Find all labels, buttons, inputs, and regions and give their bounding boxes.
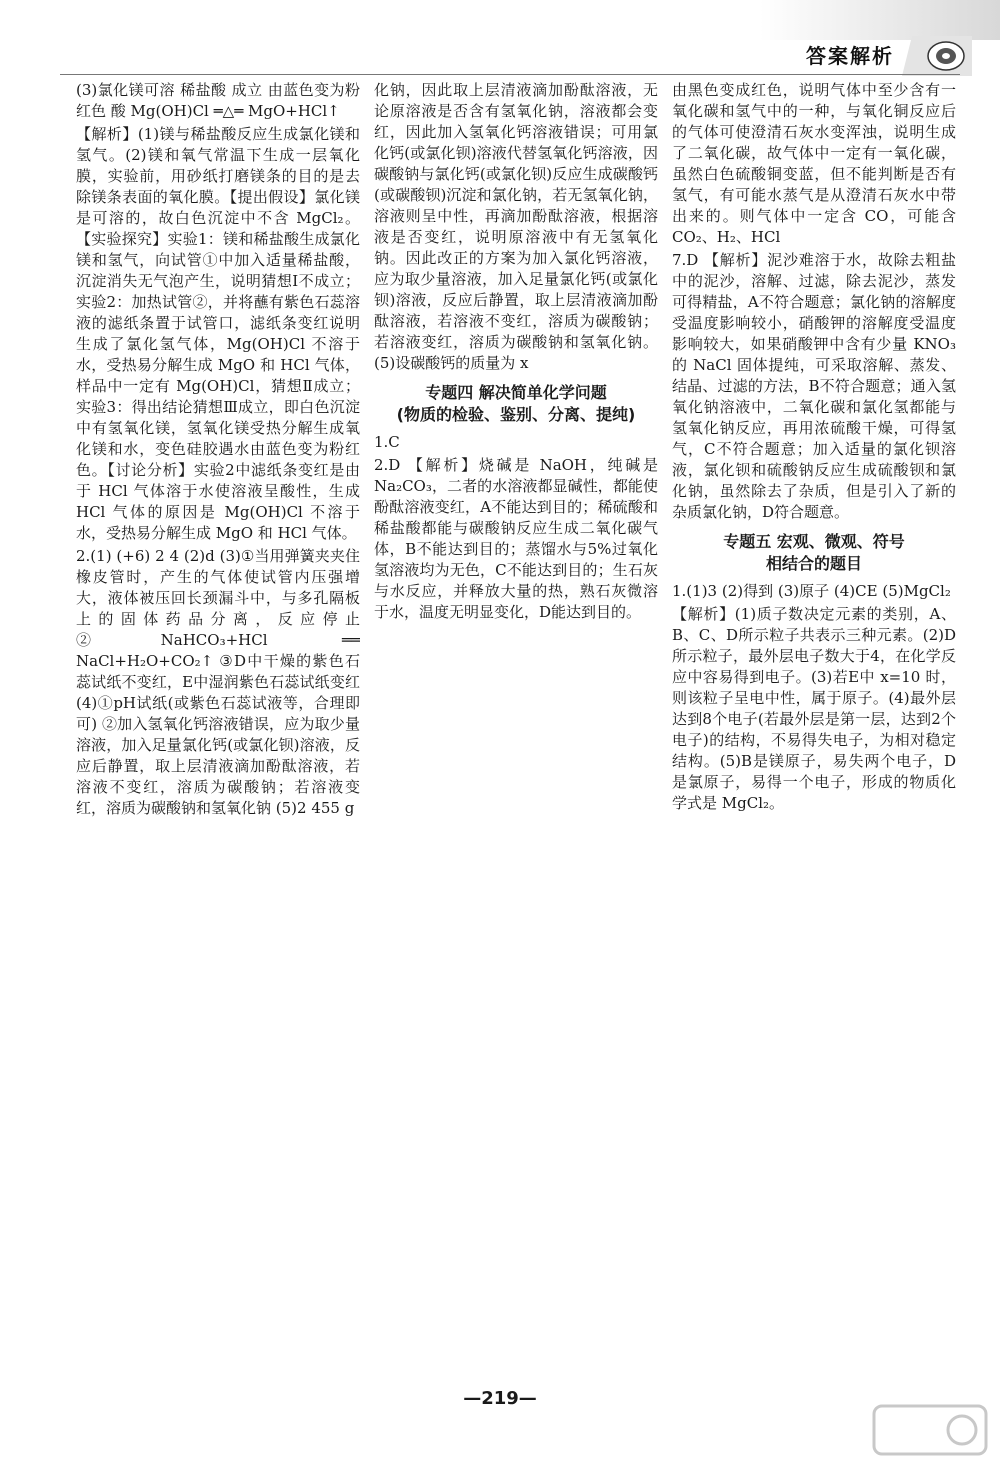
page-number: —219— bbox=[463, 1388, 537, 1409]
answer-block: 2.D 【解析】烧碱是 NaOH，纯碱是 Na₂CO₃，二者的水溶液都显碱性，都能使酚酞溶液变红，A不能达到目的；稀硫酸和稀盐酸都能与碳酸钠反应生成二氧化碳气体，B不能达到目的；蒸馏水与5%过氧化氢溶液均为无色，C不能达到目的；生石灰与水反应，并释放大量的热，熟石灰微溶于水，温度无明显变化，D能达到目的。 bbox=[374, 456, 658, 621]
section-heading-line: 专题四 解决简单化学问题 bbox=[425, 383, 607, 402]
column-left bbox=[76, 80, 360, 1380]
page-header bbox=[0, 0, 1000, 74]
emblem-icon bbox=[902, 36, 972, 82]
header-title: 答案解析 bbox=[806, 44, 894, 68]
answer-block: 由黑色变成红色，说明气体中至少含有一氧化碳和氢气中的一种，与氧化铜反应后的气体可使澄清石灰水变浑浊，说明生成了二氧化碳，故气体中一定有一氧化碳，虽然白色硫酸铜变蓝，但不能判断是否有氢气，有可能水蒸气是从澄清石灰水中带出来的。则气体中一定含 CO，可能含 CO₂、H₂、HCl bbox=[672, 81, 956, 246]
section-heading-line: 相结合的题目 bbox=[765, 554, 862, 573]
header-rule bbox=[60, 74, 960, 75]
section-heading bbox=[374, 382, 658, 426]
column-right bbox=[672, 80, 956, 1380]
section-heading-line: 专题五 宏观、微观、符号 bbox=[723, 532, 905, 551]
answer-block: 1.C bbox=[374, 433, 400, 451]
answer-block: 7.D 【解析】泥沙难溶于水，故除去粗盐中的泥沙，溶解、过滤，除去泥沙，蒸发可得精盐，A不符合题意；氯化钠的溶解度受温度影响较小，硝酸钾的溶解度受温度影响较大，如果硝酸钾中含有少量 KNO₃ 的 NaCl 固体提纯，可采取溶解、蒸发、结晶、过滤的方法，B不符合题意；通入氢氧化钠溶液中，二氧化碳和氯化氢都能与氢氧化钠反应，再用浓硫酸干燥，可得氢气，C不符合题意；加入适量的氯化钡溶液，氯化钡和硫酸钠反应生成硫酸钡和氯化钠，虽然除去了杂质，但是引入了新的杂质氯化钠，D符合题意。 bbox=[672, 251, 956, 521]
column-middle bbox=[374, 80, 658, 1380]
answer-block: (3)氯化镁可溶 稀盐酸 成立 由蓝色变为粉红色 酸 Mg(OH)Cl ═△═ MgO+HCl↑ bbox=[76, 81, 360, 120]
section-heading-line: (物质的检验、鉴别、分离、提纯) bbox=[396, 405, 636, 424]
site-stamp-icon bbox=[870, 1400, 990, 1460]
answer-block: 【解析】(1)镁与稀盐酸反应生成氯化镁和氢气。(2)镁和氧气常温下生成一层氧化膜，实验前，用砂纸打磨镁条的目的是去除镁条表面的氧化膜。【提出假设】氯化镁是可溶的，故白色沉淀中不含 MgCl₂。【实验探究】实验1：镁和稀盐酸生成氯化镁和氢气，向试管①中加入适量稀盐酸，沉淀消失无气泡产生，说明猜想Ⅰ不成立；实验2：加热试管②，并将蘸有紫色石蕊溶液的滤纸条置于试管口，滤纸条变红说明生成了氯化氢气体，Mg(OH)Cl 不溶于水，受热易分解生成 MgO 和 HCl 气体，样品中一定有 Mg(OH)Cl，猜想Ⅱ成立；实验3：得出结论猜想Ⅲ成立，即白色沉淀中有氢氧化镁，氢氧化镁受热分解生成氧化镁和水，变色硅胶遇水由蓝色变为粉红色。【讨论分析】实验2中滤纸条变红是由于 HCl 气体溶于水使溶液呈酸性，生成 HCl 气体的原因是 Mg(OH)Cl 不溶于水，受热易分解生成 MgO 和 HCl 气体。 bbox=[76, 125, 360, 542]
answer-block: 化钠，因此取上层清液滴加酚酞溶液，无论原溶液是否含有氢氧化钠，溶液都会变红，因此加入氢氧化钙溶液错误；可用氯化钙(或氯化钡)溶液代替氢氧化钙溶液，因碳酸钠与氯化钙(或氯化钡)反应生成碳酸钙(或碳酸钡)沉淀和氯化钠，若无氢氧化钠，溶液则呈中性，再滴加酚酞溶液，根据溶液是否变红，说明原溶液中有无氢氧化钠。因此改正的方案为加入氯化钙溶液，应为取少量溶液，加入足量氯化钙(或氯化钡)溶液，反应后静置，取上层清液滴加酚酞溶液，若溶液不变红，溶质为碳酸钠；若溶液变红，溶质为碳酸钠和氢氧化钠。(5)设碳酸钙的质量为 x bbox=[374, 81, 658, 372]
answer-block: 【解析】(1)质子数决定元素的类别，A、B、C、D所示粒子共表示三种元素。(2)D所示粒子，最外层电子数大于4，在化学反应中容易得到电子。(3)若E中 x=10 时，则该粒子呈电中性，属于原子。(4)最外层达到8个电子(若最外层是第一层，达到2个电子)的结构，不易得失电子，为相对稳定结构。(5)B是镁原子，易失两个电子，D是氯原子，易得一个电子，形成的物质化学式是 MgCl₂。 bbox=[672, 605, 956, 812]
section-heading bbox=[672, 531, 956, 575]
answer-block: 2.(1) (+6) 2 4 (2)d (3)①当用弹簧夹夹住橡皮管时，产生的气体使试管内压强增大，液体被压回长颈漏斗中，与多孔隔板上的固体药品分离，反应停止 ②NaHCO₃+HCl ══ NaCl+H₂O+CO₂↑ ③D中干燥的紫色石蕊试纸不变红，E中湿润紫色石蕊试纸变红 (4)①pH试纸(或紫色石蕊试液等，合理即可) ②加入氢氧化钙溶液错误，应为取少量溶液，加入足量氯化钙(或氯化钡)溶液，反应后静置，取上层清液滴加酚酞溶液，若溶液不变红，溶质为碳酸钠；若溶液变红，溶质为碳酸钠和氢氧化钠 (5)2 455 g bbox=[76, 547, 360, 817]
answer-block: 1.(1)3 (2)得到 (3)原子 (4)CE (5)MgCl₂ bbox=[672, 582, 951, 600]
